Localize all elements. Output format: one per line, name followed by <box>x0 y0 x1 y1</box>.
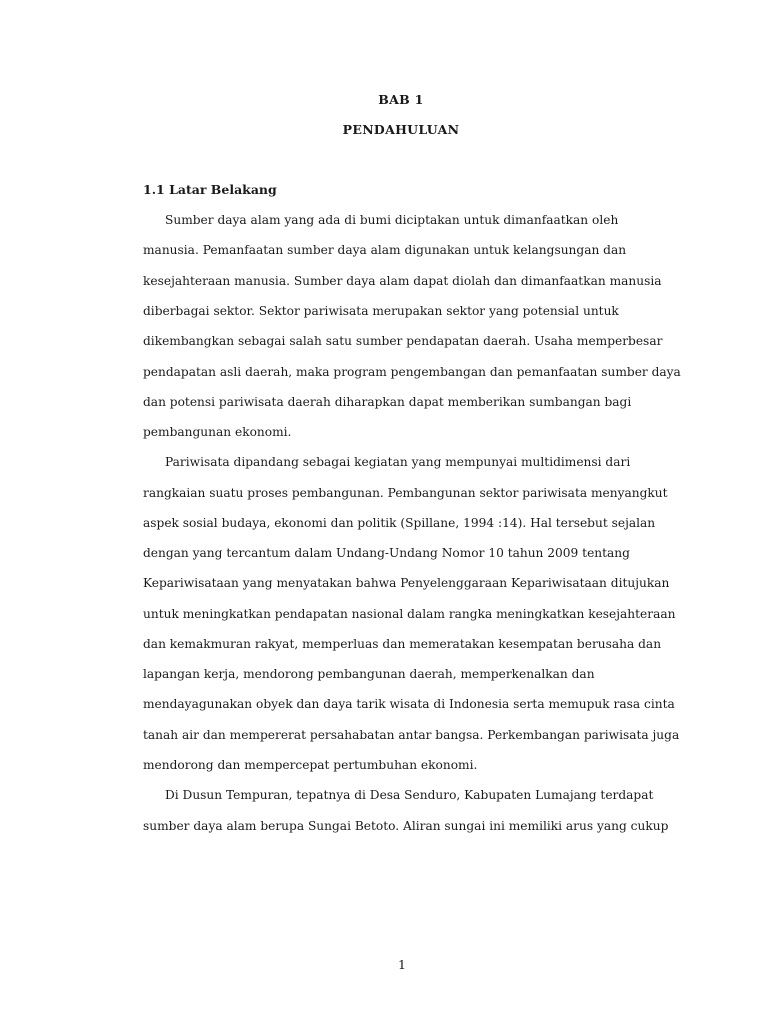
paragraph-line: mendayagunakan obyek dan daya tarik wisata di Indonesia serta memupuk rasa cinta <box>143 697 675 711</box>
paragraph-line: dan potensi pariwisata daerah diharapkan dapat memberikan sumbangan bagi <box>143 395 632 409</box>
paragraph-line: Di Dusun Tempuran, tepatnya di Desa Senduro, Kabupaten Lumajang terdapat <box>165 788 654 802</box>
chapter-title: PENDAHULUAN <box>342 122 460 137</box>
paragraph-line: Sumber daya alam yang ada di bumi diciptakan untuk dimanfaatkan oleh <box>165 213 619 227</box>
paragraph-line: sumber daya alam berupa Sungai Betoto. Aliran sungai ini memiliki arus yang cukup <box>143 819 669 833</box>
paragraph-line: pendapatan asli daerah, maka program pengembangan dan pemanfaatan sumber daya <box>143 365 681 379</box>
chapter-number: BAB 1 <box>378 92 424 107</box>
paragraph-line: Kepariwisataan yang menyatakan bahwa Penyelenggaraan Kepariwisataan ditujukan <box>143 576 670 590</box>
paragraph-line: tanah air dan mempererat persahabatan antar bangsa. Perkembangan pariwisata juga <box>143 728 680 742</box>
paragraph-line: rangkaian suatu proses pembangunan. Pembangunan sektor pariwisata menyangkut <box>143 486 668 500</box>
paragraph-line: Pariwisata dipandang sebagai kegiatan yang mempunyai multidimensi dari <box>165 455 631 469</box>
paragraph-line: diberbagai sektor. Sektor pariwisata merupakan sektor yang potensial untuk <box>143 304 619 318</box>
paragraph-line: dan kemakmuran rakyat, memperluas dan memeratakan kesempatan berusaha dan <box>143 637 662 651</box>
paragraph-line: aspek sosial budaya, ekonomi dan politik (Spillane, 1994 :14). Hal tersebut sejalan <box>143 516 656 530</box>
paragraph-line: untuk meningkatkan pendapatan nasional dalam rangka meningkatkan kesejahteraan <box>143 607 676 621</box>
paragraph-line: mendorong dan mempercepat pertumbuhan ekonomi. <box>143 758 478 772</box>
paragraph-line: pembangunan ekonomi. <box>143 425 292 439</box>
paragraph-line: dengan yang tercantum dalam Undang-Undang Nomor 10 tahun 2009 tentang <box>143 546 630 560</box>
paragraph-line: kesejahteraan manusia. Sumber daya alam dapat diolah dan dimanfaatkan manusia <box>143 274 662 288</box>
paragraph-line: lapangan kerja, mendorong pembangunan daerah, memperkenalkan dan <box>143 667 595 681</box>
page-number: 1 <box>398 957 406 972</box>
paragraph-line: dikembangkan sebagai salah satu sumber pendapatan daerah. Usaha memperbesar <box>143 334 663 348</box>
paragraph-line: manusia. Pemanfaatan sumber daya alam digunakan untuk kelangsungan dan <box>143 243 627 257</box>
section-title: 1.1 Latar Belakang <box>143 182 277 197</box>
